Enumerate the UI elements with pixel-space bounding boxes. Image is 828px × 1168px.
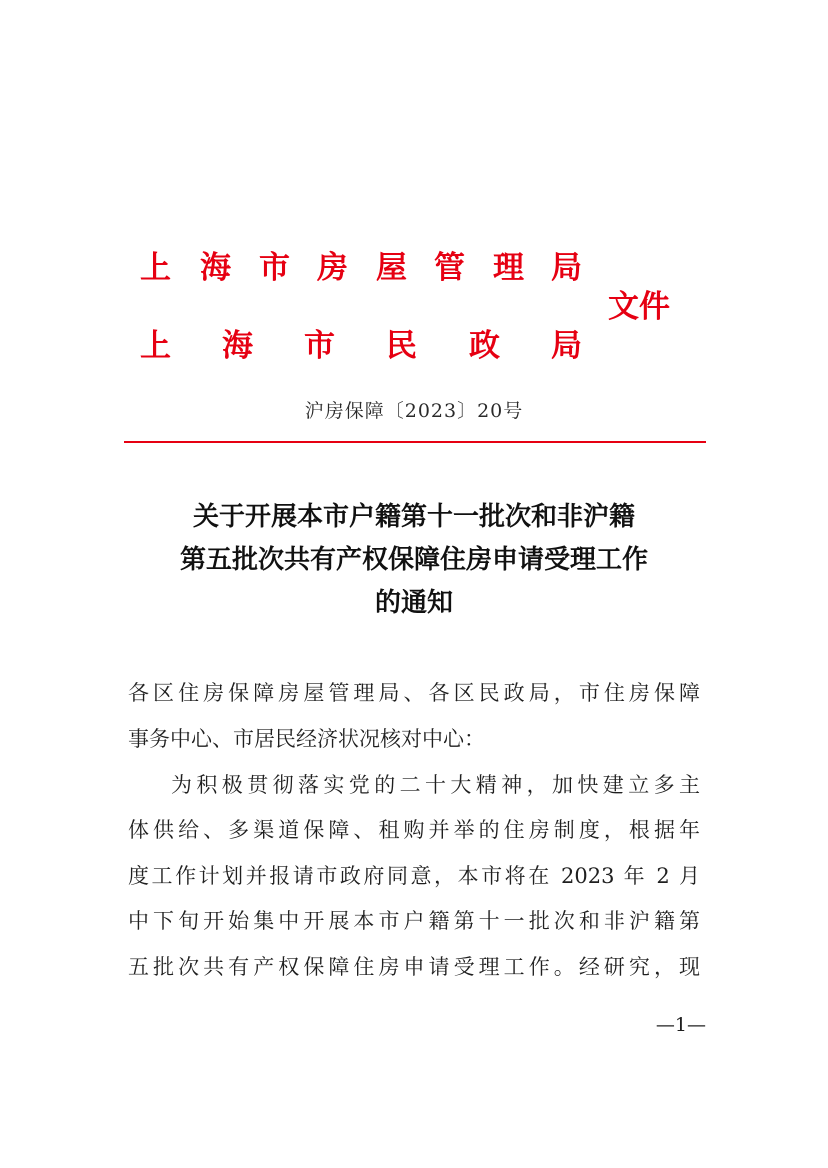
body-line: 各区住房保障房屋管理局、各区民政局，市住房保障 <box>128 681 700 705</box>
body-line: 为积极贯彻落实党的二十大精神，加快建立多主 <box>171 773 700 797</box>
org-char: 市 <box>304 328 335 364</box>
org-char: 海 <box>222 328 253 364</box>
org-char: 屋 <box>376 250 407 286</box>
org-char: 理 <box>493 250 524 286</box>
org-char: 管 <box>434 250 465 286</box>
org-char: 局 <box>551 328 582 364</box>
org-char: 上 <box>140 328 171 364</box>
org-char: 上 <box>140 250 171 286</box>
title-line: 第五批次共有产权保障住房申请受理工作 <box>179 545 648 575</box>
body-line: 度工作计划并报请市政府同意，本市将在 2023 年 2 月 <box>128 864 700 888</box>
title-line: 关于开展本市户籍第十一批次和非沪籍 <box>192 502 635 532</box>
body-line: 五批次共有产权保障住房申请受理工作。经研究，现 <box>128 955 700 979</box>
page-number: —1— <box>655 1014 706 1036</box>
org-char: 房 <box>317 250 348 286</box>
title-line: 的通知 <box>374 588 453 618</box>
org-char: 政 <box>469 328 500 364</box>
document-type-label: 文件 <box>608 289 670 325</box>
org-char: 市 <box>259 250 290 286</box>
org-char: 海 <box>200 250 231 286</box>
body-line: 中下旬开始集中开展本市户籍第十一批次和非沪籍第 <box>128 909 700 933</box>
body-line: 体供给、多渠道保障、租购并举的住房制度，根据年 <box>128 818 700 842</box>
org-char: 民 <box>386 328 417 364</box>
document-title <box>0 496 828 625</box>
body-line: 事务中心、市居民经济状况核对中心： <box>128 727 485 751</box>
org-char: 局 <box>551 250 582 286</box>
document-number: 沪房保障〔2023〕20号 <box>304 400 524 422</box>
red-divider <box>124 441 706 443</box>
